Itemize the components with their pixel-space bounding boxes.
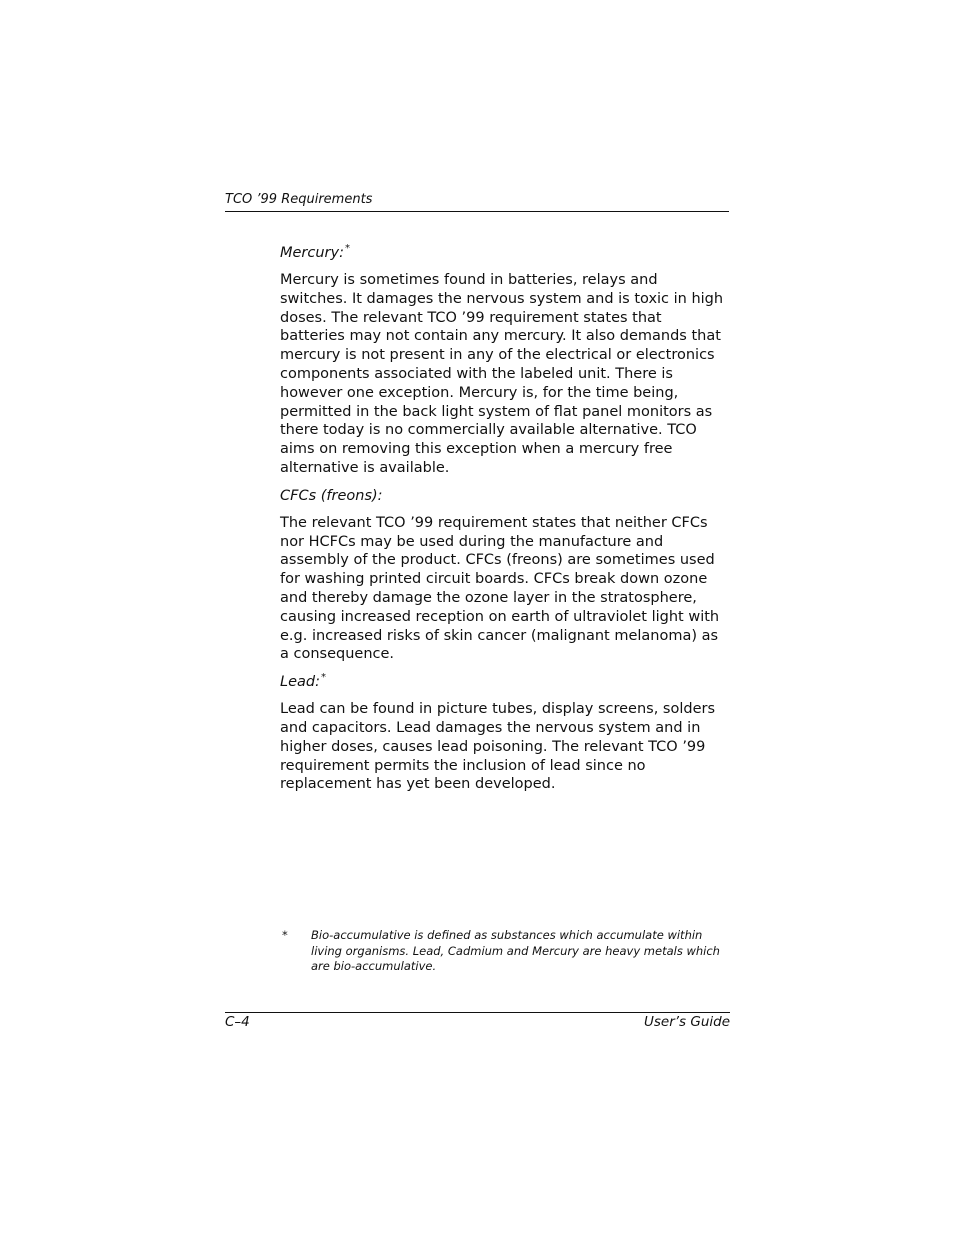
page-number: C–4	[225, 1014, 250, 1030]
section-cfcs	[280, 487, 729, 664]
heading-text: Lead:	[280, 674, 320, 691]
heading-text: Mercury:	[280, 245, 344, 261]
header-rule	[225, 211, 729, 212]
paragraph-cfcs: The relevant TCO ’99 requirement states that neither CFCs nor HCFCs may be used during the manufacture and assembly of the product. CFCs (freons) are sometimes used for washing printed circuit boards. CFCs break down ozone and thereby damage the ozone layer in the stratosphere, causing increased reception on earth of ultraviolet light with e.g. increased risks of skin cancer (malignant melanoma) as a consequence.	[280, 514, 720, 663]
section-mercury	[280, 244, 729, 478]
section-heading-cfcs	[280, 487, 729, 506]
running-header: TCO ’99 Requirements	[225, 192, 373, 207]
footnote-marker: *	[320, 672, 326, 684]
section-lead	[280, 673, 729, 794]
footnote-marker: *	[344, 243, 350, 254]
footnote	[282, 928, 732, 975]
footer-rule	[225, 1012, 730, 1013]
footnote-mark: *	[282, 928, 288, 942]
body-column	[280, 244, 729, 803]
section-heading-mercury	[280, 244, 729, 263]
book-title: User’s Guide	[643, 1014, 730, 1030]
paragraph-mercury: Mercury is sometimes found in batteries, relays and switches. It damages the nervous system and is toxic in high doses. The relevant TCO ’99 requirement states that batteries may not contain any mercury. It also demands that mercury is not present in any of the electrical or electronics components associated with the labeled unit. There is however one exception. Mercury is, for the time being, permitted in the back light system of flat panel monitors as there today is no commercially available alternative. TCO aims on removing this exception when a mercury free alternative is available.	[280, 272, 724, 476]
section-heading-lead	[280, 673, 729, 692]
footnote-text: Bio-accumulative is defined as substances which accumulate within living organisms. Lead, Cadmium and Mercury are heavy metals which are bio-accumulative.	[311, 928, 720, 973]
paragraph-lead: Lead can be found in picture tubes, display screens, solders and capacitors. Lead damages the nervous system and in higher doses, causes lead poisoning. The relevant TCO ’99 requirement permits the inclusion of lead since no replacement has yet been developed.	[280, 701, 716, 793]
heading-text: CFCs (freons):	[280, 487, 383, 504]
